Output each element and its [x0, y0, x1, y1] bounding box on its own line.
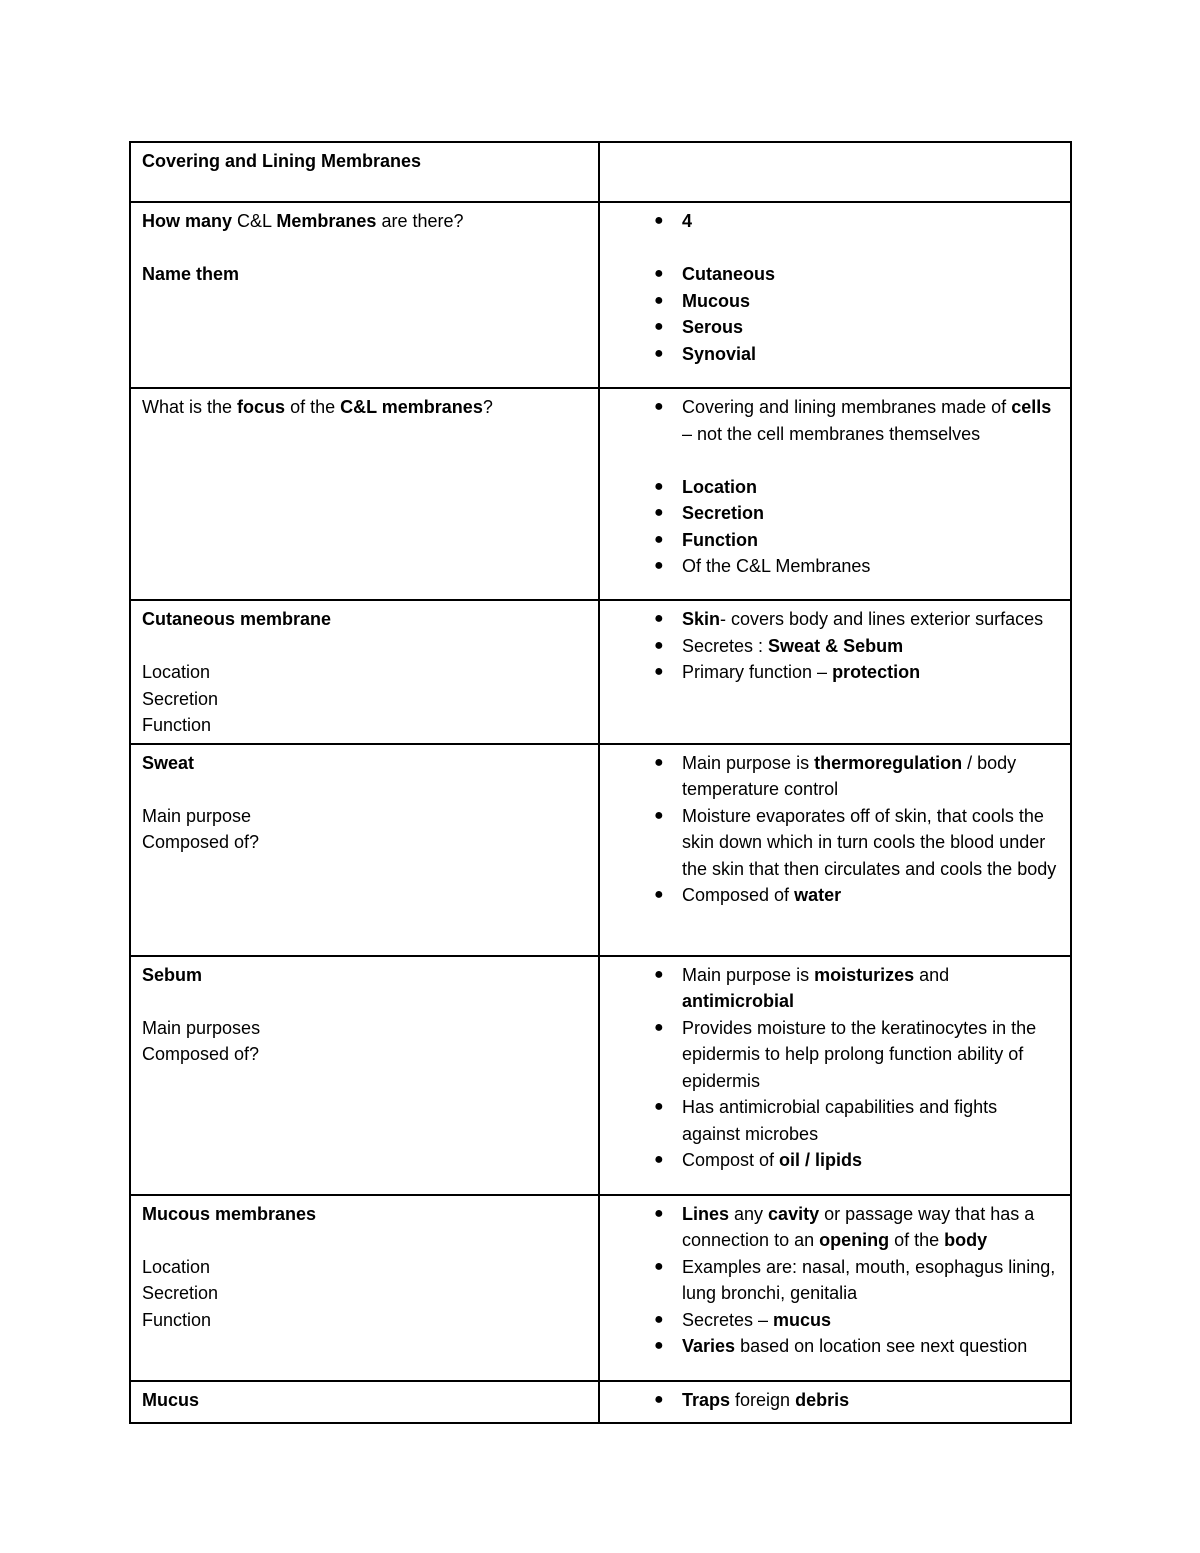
row-title: Mucus [142, 1389, 200, 1410]
bullet-icon: ● [654, 212, 664, 229]
row-label: Composed of? [142, 832, 260, 852]
answer-cell [599, 744, 1071, 956]
list-item: ● Varies based on location see next question [611, 1333, 1060, 1360]
list-item: ● Cutaneous [611, 261, 1060, 288]
row-title: Sebum [142, 964, 203, 985]
list-item: ● Function [611, 527, 1060, 554]
row-title: Sweat [142, 752, 195, 773]
row-label: Secretion [142, 1283, 219, 1303]
bullet-icon: ● [654, 398, 664, 415]
answer-list [611, 394, 1060, 580]
answer-cell [599, 1195, 1071, 1381]
row-label: Main purposes [142, 1017, 261, 1038]
answer-cell [599, 388, 1071, 600]
list-item: ● Lines any cavity or passage way that has a connection to an opening of the body [611, 1201, 1060, 1254]
question-cell [130, 1195, 599, 1381]
question-cell [130, 388, 599, 600]
bullet-icon: ● [654, 965, 664, 983]
bullet-icon: ● [654, 1018, 664, 1036]
bullet-icon: ● [654, 1310, 664, 1328]
bullet-icon: ● [654, 1151, 664, 1168]
row-label: Composed of? [142, 1044, 260, 1064]
answer-list [611, 1201, 1060, 1360]
question-text: How many C&L Membranes are there? [142, 211, 464, 231]
list-item: ● Secretion [611, 500, 1060, 527]
question-cell [130, 600, 599, 744]
list-item: ● Primary function – protection [611, 659, 1060, 686]
bullet-icon: ● [654, 1257, 664, 1275]
bullet-icon: ● [654, 806, 664, 824]
row-label: Location [142, 662, 211, 682]
bullet-icon: ● [654, 291, 664, 309]
list-item: ● Location [611, 474, 1060, 501]
answer-cell [599, 1381, 1071, 1423]
answer-list [611, 1387, 1060, 1414]
list-item: ● Examples are: nasal, mouth, esophagus lining, lung bronchi, genitalia [611, 1254, 1060, 1307]
bullet-icon: ● [654, 477, 664, 495]
bullet-icon: ● [654, 557, 664, 574]
question-text: What is the focus of the C&L membranes? [142, 397, 493, 417]
bullet-icon: ● [654, 530, 664, 548]
membranes-table [129, 141, 1072, 1424]
bullet-icon: ● [654, 1204, 664, 1222]
list-item: ● Main purpose is moisturizes and antimicrobial [611, 962, 1060, 1015]
bullet-icon: ● [654, 318, 664, 335]
list-item: ● Secretes : Sweat & Sebum [611, 633, 1060, 660]
table-row [130, 388, 1071, 600]
table-row [130, 142, 1071, 202]
list-item: ● Skin- covers body and lines exterior surfaces [611, 606, 1060, 633]
table-row [130, 202, 1071, 388]
bullet-icon: ● [654, 663, 664, 680]
answer-cell [599, 956, 1071, 1195]
bullet-icon: ● [654, 265, 664, 282]
row-label: Main purpose [142, 805, 252, 826]
list-item: ● Has antimicrobial capabilities and fights against microbes [611, 1094, 1060, 1147]
bullet-icon: ● [654, 610, 664, 627]
table-row [130, 744, 1071, 956]
bullet-icon: ● [654, 886, 664, 903]
answer-list [611, 962, 1060, 1174]
bullet-icon: ● [654, 504, 664, 521]
row-title: Mucous membranes [142, 1203, 317, 1224]
question-cell [130, 1381, 599, 1423]
list-item: ● Traps foreign debris [611, 1387, 1060, 1414]
question-cell [130, 744, 599, 956]
list-item: ● Covering and lining membranes made of cells – not the cell membranes themselves [611, 394, 1060, 447]
list-item: ● Secretes – mucus [611, 1307, 1060, 1334]
row-title: Cutaneous membrane [142, 609, 332, 629]
list-item: ● Compost of oil / lipids [611, 1147, 1060, 1174]
question-cell [130, 202, 599, 388]
table-row [130, 1195, 1071, 1381]
row-label: Secretion [142, 688, 219, 709]
list-item: ● 4 [611, 208, 1060, 235]
bullet-icon: ● [654, 753, 664, 771]
question-text: Name them [142, 264, 240, 284]
table-row [130, 1381, 1071, 1423]
list-item: ● Composed of water [611, 882, 1060, 909]
answer-cell [599, 202, 1071, 388]
answer-list [611, 606, 1060, 686]
bullet-icon: ● [654, 1098, 664, 1115]
row-label: Location [142, 1256, 211, 1277]
list-item: ● Serous [611, 314, 1060, 341]
list-item: ● Of the C&L Membranes [611, 553, 1060, 580]
bullet-icon: ● [654, 1390, 664, 1408]
table-row [130, 956, 1071, 1195]
list-item: ● Provides moisture to the keratinocytes in the epidermis to help prolong function ability of epidermis [611, 1015, 1060, 1095]
bullet-icon: ● [654, 1337, 664, 1354]
answer-cell [599, 600, 1071, 744]
table-title: Covering and Lining Membranes [142, 151, 422, 171]
bullet-icon: ● [654, 636, 664, 654]
table-row [130, 600, 1071, 744]
list-item: ● Main purpose is thermoregulation / body temperature control [611, 750, 1060, 803]
row-label: Function [142, 1309, 212, 1330]
question-cell [130, 956, 599, 1195]
bullet-icon: ● [654, 344, 664, 362]
answer-list [611, 208, 1060, 367]
row-label: Function [142, 715, 212, 735]
header-left-cell [130, 142, 599, 202]
header-right-cell [599, 142, 1071, 202]
answer-list [611, 750, 1060, 909]
list-item: ● Mucous [611, 288, 1060, 315]
list-item: ● Moisture evaporates off of skin, that cools the skin down which in turn cools the blood under the skin that then circulates and cools the body [611, 803, 1060, 883]
list-item: ● Synovial [611, 341, 1060, 368]
